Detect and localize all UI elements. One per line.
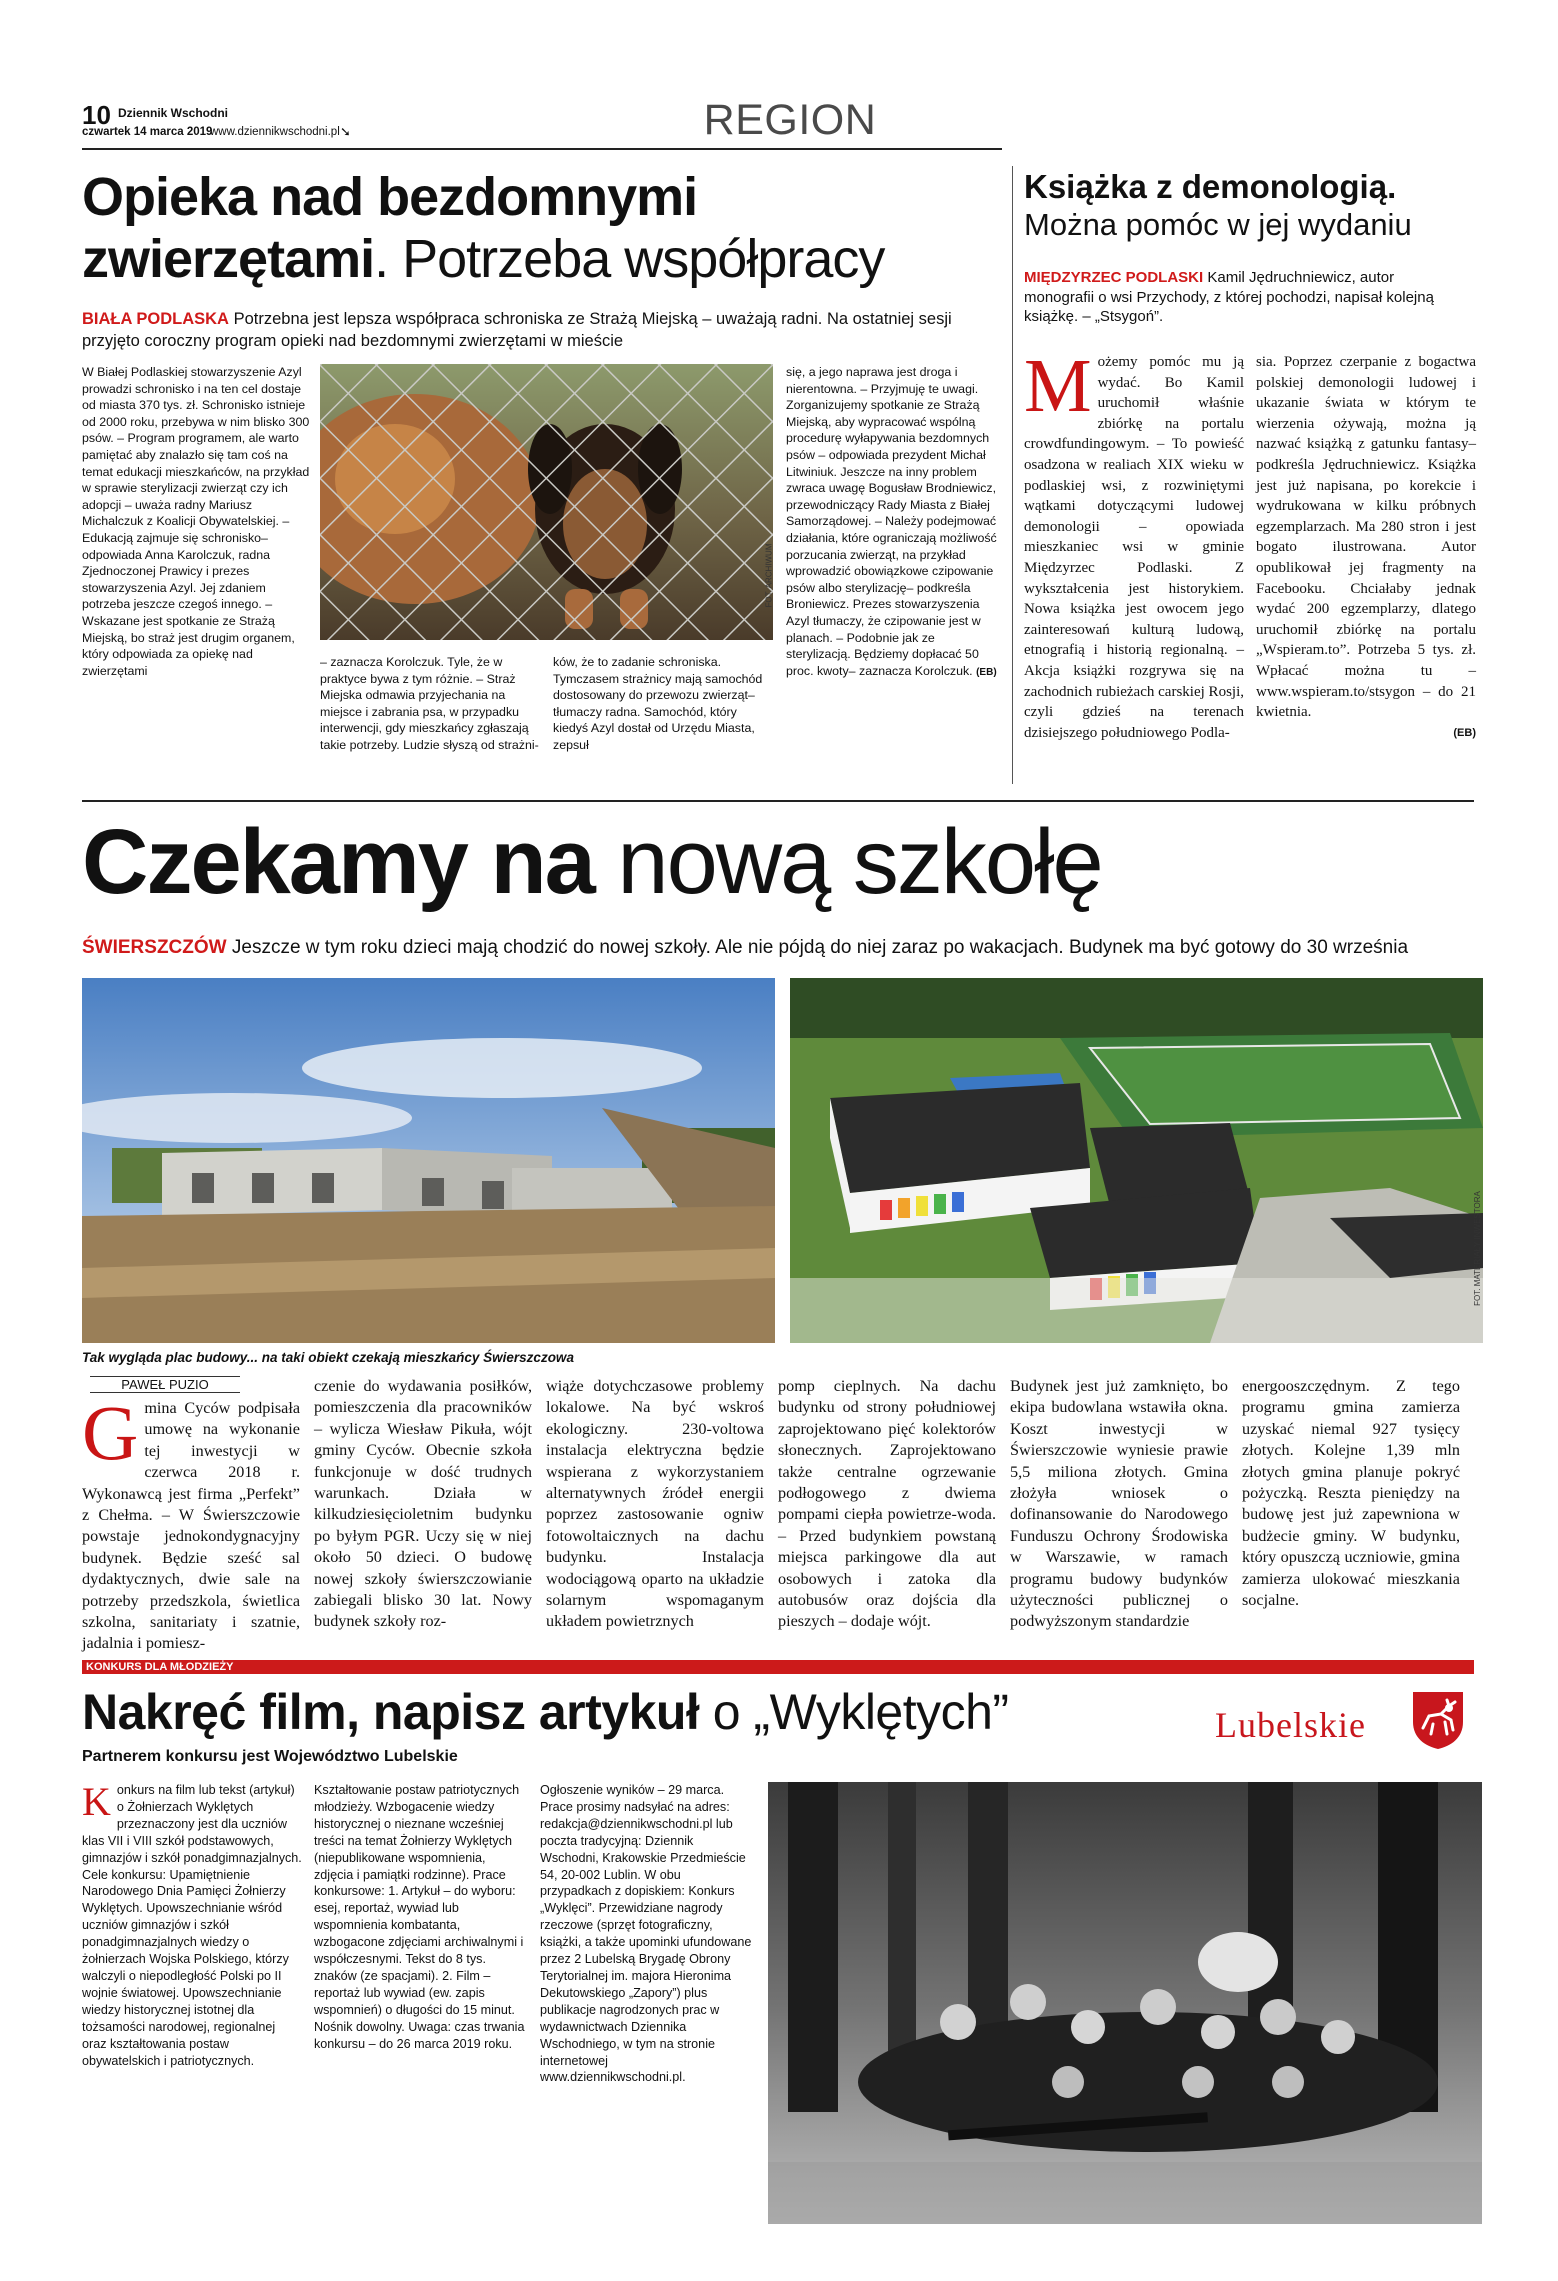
article2-col2: [1256, 352, 1476, 743]
lubelskie-logo: [1215, 1690, 1475, 1750]
article2-col1: [1024, 344, 1244, 743]
article3-dropcap: G: [82, 1389, 139, 1476]
article1-col3: ków, że to zadanie schroniska. Tymczasem strażnicy mają samochód dostosowany do przewozu zwierząt– tłumaczy radna. Samochód, który kiedyś Azyl dostał od Urzędu Miasta, zepsuł: [553, 655, 763, 752]
article3-author: PAWEŁ PUZIO: [90, 1376, 240, 1393]
article2-lead: [1024, 268, 1454, 327]
article3-lead: [82, 936, 1482, 960]
issue-date: czwartek 14 marca 2019: [82, 126, 213, 138]
article1-lead-text: Potrzebna jest lepsza współpraca schroniska ze Strażą Miejską – uważają radni. Na ostatniej sesji przyjęto coroczny program opieki nad bezdomnymi zwierzętami w mieście: [82, 310, 952, 350]
article3-title-bold: Czekamy na: [82, 811, 594, 913]
article4-col1: [82, 1779, 302, 2069]
article4-col1-text: onkurs na film lub tekst (artykuł) o Żołnierzach Wyklętych przeznaczony jest dla uczniów klas VII i VIII szkół podstawowych, gimnazjów i szkół ponadgimnazjalnych. Cele konkursu: Upamiętnienie Narodowego Dnia Pamięci Żołnierzy Wyklętych. Upowszechnianie wśród uczniów gimnazjów i szkół ponadgimnazjalnych wiedzy o żołnierzach Wojska Polskiego, którzy walczyli o niepodległość Polski po II wojnie światowej. Upowszechnianie wiedzy historycznej istotnej dla tożsamości narodowej, regionalnej oraz kształtowania postaw obywatelskich i patriotycznych.: [82, 1783, 302, 2068]
article3-lead-text: Jeszcze w tym roku dzieci mają chodzić do nowej szkoły. Ale nie pójdą do niej zaraz po wakacjach. Budynek ma być gotowy do 30 września: [231, 937, 1409, 958]
article3-col1: [82, 1389, 300, 1655]
contest-band: [82, 1660, 1474, 1674]
article1-lead: [82, 308, 1002, 352]
article1-title: [82, 166, 1002, 290]
article-divider: [82, 800, 1474, 802]
school-rendering-image: [790, 978, 1483, 1343]
article1-location: BIAŁA PODLASKA: [82, 310, 229, 328]
lubelskie-logo-text: Lubelskie: [1215, 1705, 1366, 1745]
website-link[interactable]: www.dziennikwschodni.pl: [210, 126, 340, 138]
deer-shield-icon: [1411, 1690, 1465, 1750]
article2-col1-text: ożemy pomóc mu ją wydać. Bo Kamil uruchomił właśnie zbiórkę na portalu crowdfundingowym. – To powieść osadzona w realiach XIX wieku w podlaskiej wsi, z rozwiniętymi wątkami dotyczącymi ludowej demonologii – opowiada mieszkaniec wsi w gminie Międzyrzec Podlaski. Z wykształcenia jest historykiem. Nowa książka jest owocem jego zainteresowań kulturą ludową, etnografią i historią regionalną. – Akcja książki rozgrywa się na zachodnich rubieżach carskiej Rosji, czyli gdzieś na terenach dzisiejszego południowego Podla-: [1024, 354, 1244, 741]
article4-subtitle: Partnerem konkursu jest Województwo Lubelskie: [82, 1748, 458, 1765]
article3-col5: Budynek jest już zamknięto, bo ekipa budowlana wstawiła okna. Koszt inwestycji w Świerszczowie wyniesie prawie 5,5 miliona złotych. Gmina złożyła wniosek o dofinansowanie do Narodowego Funduszu Ochrony Środowiska w Warszawie, w ramach programu budowy budynków użyteczności publicznej o podwyższonym standardzie: [1010, 1377, 1228, 1631]
cursor-arrow-icon: ➘: [340, 124, 351, 139]
article2-title-bold: Książka z demonologią.: [1024, 168, 1397, 205]
article3-col6: energooszczędnym. Z tego programu gmina zamierza uzyskać niemal 927 tysięcy złotych. Kolejne 1,39 mln złotych gmina planuje pokryć pożyczką. Reszta pieniędzy na budowę jest już zapewniona w budżecie gminy. W budynku, który opuszczą uczniowie, gmina zamierza ulokować mieszkania socjalne.: [1242, 1377, 1460, 1610]
article1-col4-text: się, a jego naprawa jest droga i nierentowna. – Przyjmuję te uwagi. Zorganizujemy spotkanie ze Strażą Miejską, aby wypracować wspólną procedurę wyłapywania bezdomnych psów – odpowiada prezydent Michał Litwiniuk. Jeszcze na inny problem zwraca uwagę Bogusław Brodniewicz, przewodniczący Rady Miasta z Białej Samorządowej. – Należy podejmować działania, które ograniczają możliwość porzucania zwierząt, na przykład wprowadzić obowiązkowe czipowanie psów albo sterylizację– podkreśla Broniewicz. Prezes stowarzyszenia Azyl tłumaczy, że czipowanie jest w planach. – Podobnie jak ze sterylizacją. Będziemy dopłacać 50 proc. kwoty– zaznacza Korolczuk.: [786, 365, 997, 678]
article4-dropcap: K: [82, 1779, 111, 1824]
contest-band-label: KONKURS DLA MŁODZIEŻY: [86, 1661, 234, 1673]
page-number: 10: [82, 100, 111, 130]
article2-signature: (EB): [1453, 726, 1476, 739]
article1-title-bold: Opieka nad bezdomnymi zwierzętami: [82, 167, 698, 289]
column-divider: [1012, 166, 1013, 784]
article4-title: [82, 1682, 1182, 1742]
article1-col4: [786, 364, 1000, 681]
article4-title-bold: Nakręć film, napisz artykuł: [82, 1684, 700, 1740]
article1-col1: W Białej Podlaskiej stowarzyszenie Azyl prowadzi schronisko i na ten cel dostaje od miasta 370 tys. zł. Schronisko istnieje od 2000 roku, przebywa w nim blisko 300 psów. – Program programem, ale warto pamiętać aby znalazło się tam coś na temat edukacji mieszkańców, na przykład w sprawie sterylizacji zwierząt czy ich adopcji – uważa radny Mariusz Michalczuk z Koalicji Obywatelskiej. – Edukacją zajmuje się schronisko– odpowiada Anna Karolczuk, radna Zjednoczonej Prawicy i prezes stowarzyszenia Azyl. Jej zdaniem potrzeba jeszcze czegoś innego. – Wskazane jest spotkanie ze Strażą Miejską, bo straż jest drugim organem, który odpowiada za opiekę nad zwierzętami: [82, 365, 310, 678]
historical-soldiers-photo: [768, 1782, 1482, 2224]
article3-title-rest: nową szkołę: [617, 811, 1102, 913]
article1-col2: – zaznacza Korolczuk. Tyle, że w praktyce bywa z tym różnie. – Straż Miejska odmawia przyjechania na miejsce i zabrania psa, w przypadku interwencji, gdy mieszkańcy zgłaszają takie potrzeby. Ludzie słyszą od strażni-: [320, 655, 539, 752]
article2-dropcap: M: [1024, 344, 1092, 428]
article4-col2: Kształtowanie postaw patriotycznych młodzieży. Wzbogacenie wiedzy historycznej o nieznane wcześniej treści na temat Żołnierzy Wyklętych (niepublikowane wspomnienia, zdjęcia i pamiątki rodzinne). Prace konkursowe: 1. Artykuł – do wyboru: esej, reportaż, wywiad lub wspomnienia kombatanta, wzbogacone zdjęciami archiwalnymi i współczesnymi. Tekst do 8 tys. znaków (ze spacjami). 2. Film – reportaż lub wywiad (ew. zapis wspomnień) o długości do 15 minut. Nośnik dowolny. Uwaga: czas trwania konkursu – do 26 marca 2019 roku.: [314, 1783, 525, 2051]
article3-col1-text: mina Cyców podpisała umowę na wykonanie tej inwestycji w czerwca 2018 r. Wykonawcą jest firma „Perfekt” z Chełma. – W Świerszczowie powstaje jednokondygnacyjny budynek. Będzie sześć sal dydaktycznych, dwie sale na potrzeby przedszkola, świetlica szkolna, sanitariaty i szatnie, jadalnia i pomiesz-: [82, 1399, 300, 1653]
article3-col2: czenie do wydawania posiłków, pomieszczenia dla pracowników – wylicza Wiesław Pikuła, wójt gminy Cyców. Obecnie szkoła funkcjonuje w dość trudnych warunkach. Działa w kilkudziesięcioletnim budynku po byłym PGR. Uczy się w niej około 50 dzieci. O budowę nowej szkoły świerszczowianie zabiegali blisko 30 lat. Nowy budynek szkoły roz-: [314, 1377, 532, 1631]
article3-col3: wiąże dotychczasowe problemy lokalowe. Na być wskroś ekologiczny. 230-voltowa instalacja elektryczna będzie wspierana z wykorzystaniem alternatywnych źródeł energii poprzez zastosowanie ogniw fotowoltaicznych na dachu budynku. Instalacja wodociągową oparto na układzie solarnym wspomaganym układem powietrznych: [546, 1377, 764, 1631]
article4-title-rest: o „Wyklętych”: [712, 1684, 1009, 1740]
dogs-photo: [320, 364, 773, 640]
photo-caption: Tak wygląda plac budowy... na taki obiekt czekają mieszkańcy Świerszczowa: [82, 1350, 574, 1365]
article4-col3: Ogłoszenie wyników – 29 marca. Prace prosimy nadsyłać na adres: redakcja@dziennikwschodni.pl lub poczta tradycyjną: Dziennik Wschodni, Krakowskie Przedmieście 54, 20-002 Lublin. W obu przypadkach z dopiskiem: Konkurs „Wyklęci”. Przewidziane nagrody rzeczowe (sprzęt fotograficzny, książki, a także upominki ufundowane przez 2 Lubelską Brygadę Obrony Terytorialnej im. majora Hieronima Dekutowskiego „Zapory”) plus publikacje nagrodzonych prac w wydawnictwach Dziennika Wschodniego, w tym na stronie internetowej www.dziennikwschodni.pl.: [540, 1783, 752, 2085]
article2-title: [1024, 168, 1484, 244]
section-title: REGION: [703, 96, 877, 144]
construction-site-photo: [82, 978, 775, 1343]
article2-location: MIĘDZYRZEC PODLASKI: [1024, 269, 1204, 286]
article3-location: ŚWIERSZCZÓW: [82, 937, 227, 958]
article3-col4: pomp cieplnych. Na dachu budynku od strony południowej zaprojektowano pięć kolektorów słonecznych. Zaprojektowano także centralne ogrzewanie podłogowego z dwiema pompami ciepła powietrze-woda. – Przed budynkiem powstaną miejsca parkingowe dla aut osobowych i zatoka dla autobusów oraz dojścia dla pieszych – dodaje wójt.: [778, 1377, 996, 1631]
paper-name: Dziennik Wschodni: [118, 106, 229, 120]
article2-lead-text: Kamil Jędruchniewicz, autor monografii o wsi Przychody, z której pochodzi, napisał kolejną książkę. – „Stsygoń”.: [1024, 269, 1434, 325]
article2-col2-text: sia. Poprzez czerpanie z bogactwa polskiej demonologii ludowej i ukazanie świata w którym te wierzenia ożywają, można ją nazwać książką z gatunku fantasy– podkreśla Jędruchniewicz. Książka jest już napisana, po korekcie i wydrukowana w kilku próbnych egzemplarzach. Ma 280 stron i jest bogato ilustrowana. Autor opublikował jej fragmenty na Facebooku. Chciałaby jednak wydać 200 egzemplarzy, dlatego uruchomił zbiórkę na portalu „Wspieram.to”. Potrzeba 5 tys. zł. Wpłacać można tu – www.wspieram.to/stsygon – do 21 kwietnia.: [1256, 354, 1476, 721]
article1-title-rest: . Potrzeba współpracy: [374, 229, 885, 289]
article3-photo-credit: FOT. MATERIAŁY INWESTORA: [1473, 1191, 1483, 1306]
article1-photo-credit: FOT. ARCHIWUM: [764, 543, 773, 608]
article1-signature: (EB): [976, 666, 997, 678]
header-rule: [82, 148, 1002, 150]
article3-title: [82, 810, 1482, 914]
article2-title-rest: Można pomóc w jej wydaniu: [1024, 207, 1412, 242]
